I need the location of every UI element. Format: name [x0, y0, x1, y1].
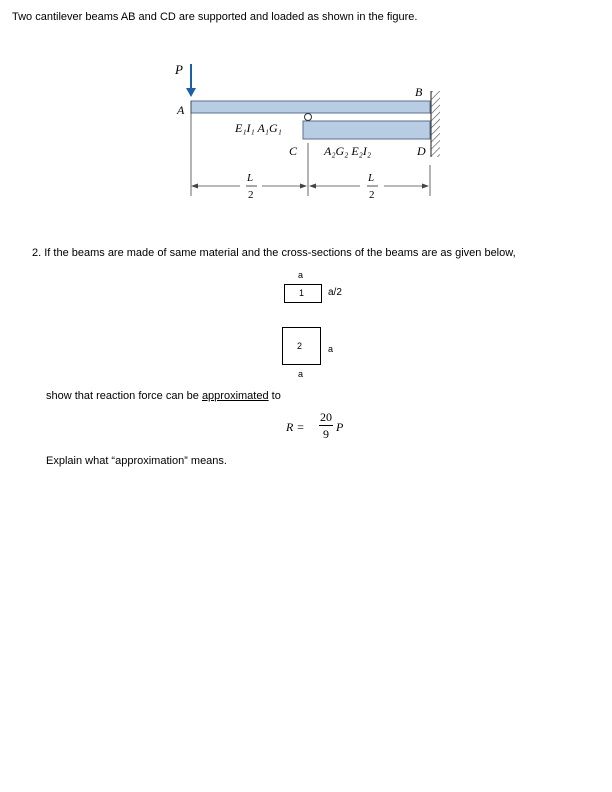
section2-side-dim: a: [328, 344, 334, 354]
beam2-properties: A₂G₂ E₂I₂: [324, 144, 372, 158]
fixed-wall-icon: [431, 91, 440, 157]
label-point-c: C: [289, 144, 298, 158]
explain-text: Explain what “approximation” means.: [46, 455, 227, 467]
label-load-p: P: [175, 62, 183, 77]
beam-cd: [303, 121, 430, 139]
contact-roller-icon: [305, 114, 312, 121]
beam-ab: [191, 101, 430, 113]
dim-left-denominator: 2: [248, 189, 254, 201]
formula-fraction-bar: [319, 425, 333, 426]
dim-right-denominator: 2: [369, 189, 375, 201]
dim-left-numerator: L: [247, 172, 254, 184]
section1-label: 1: [299, 288, 305, 298]
dim-right-numerator: L: [368, 172, 375, 184]
load-arrowhead-icon: [186, 88, 196, 97]
problem-heading: Two cantilever beams AB and CD are supported and loaded as shown in the figure.: [12, 11, 418, 23]
section1-side-dim: a/2: [328, 287, 342, 298]
section2-bottom-dim: a: [298, 369, 304, 379]
formula-numerator: 20: [320, 410, 332, 424]
show-that-text: [46, 390, 281, 403]
cantilever-figure: [0, 0, 612, 260]
beam1-properties: E₁I₁ A₁G₁: [235, 121, 282, 135]
formula-rhs: P: [336, 420, 344, 434]
show-suffix: to: [268, 390, 281, 402]
section1-top-dim: a: [298, 270, 304, 280]
formula-lhs: R =: [286, 420, 305, 434]
reaction-formula: [286, 410, 366, 446]
label-point-d: D: [417, 144, 426, 158]
question-text: 2. If the beams are made of same material and the cross-sections of the beams are as given below,: [32, 247, 516, 259]
section2-label: 2: [297, 341, 303, 351]
label-point-a: A: [177, 103, 185, 117]
formula-denominator: 9: [323, 427, 329, 441]
show-prefix: show that reaction force can be: [46, 390, 202, 402]
approximated-underlined: approximated: [201, 390, 269, 402]
label-point-b: B: [415, 85, 423, 99]
